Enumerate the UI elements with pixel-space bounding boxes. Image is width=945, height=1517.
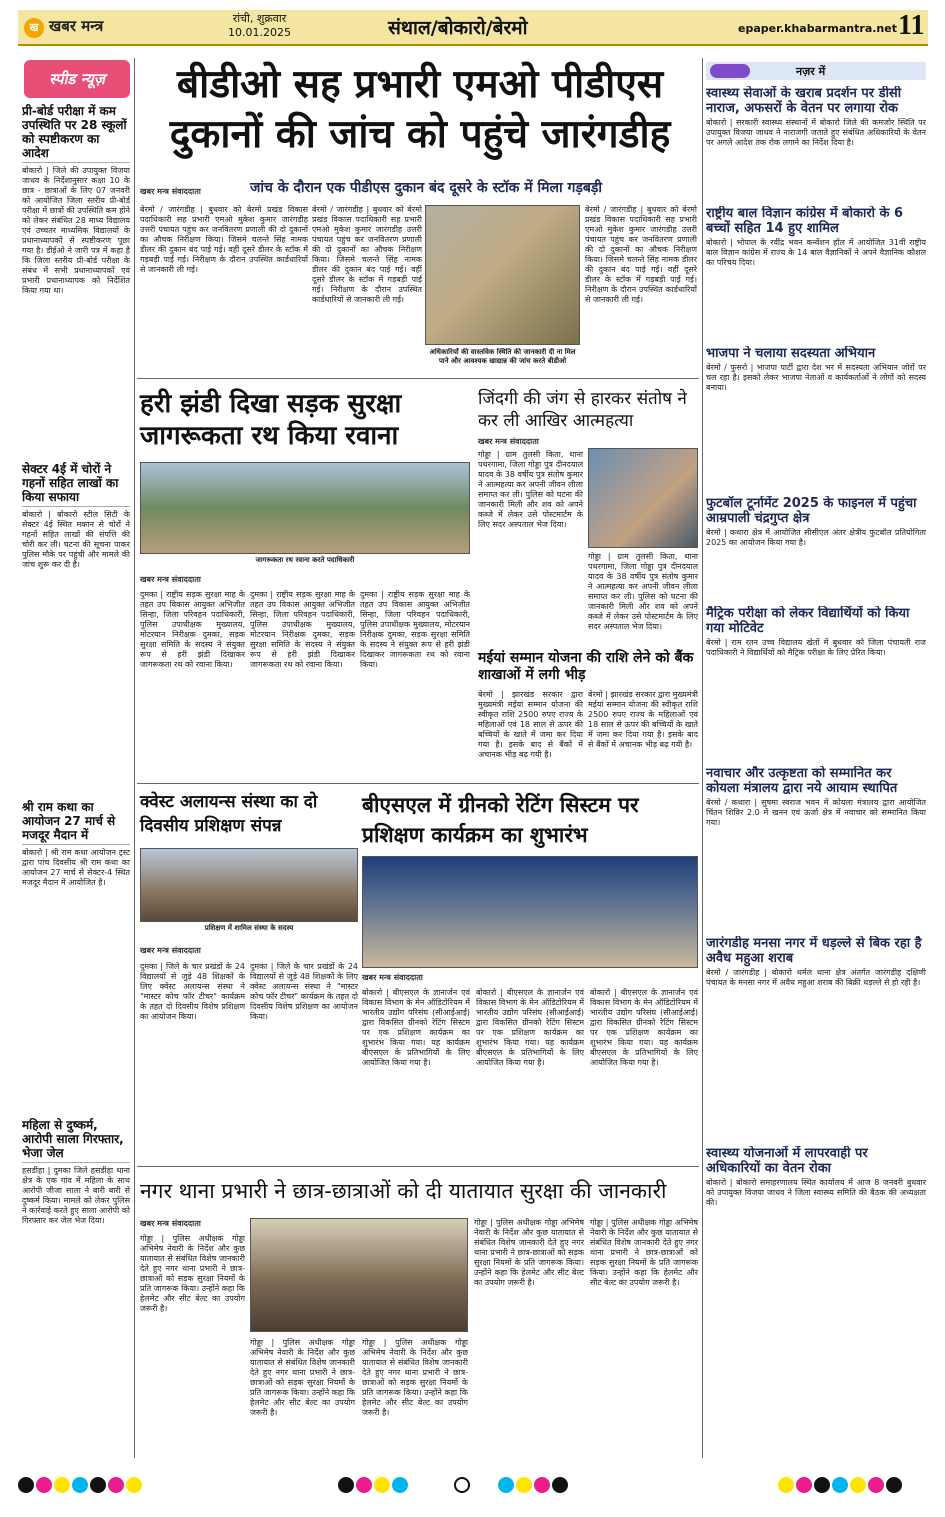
- speed-news-body: बोकारो | श्री राम कथा आयोजन ट्रस्ट द्वारा पांच दिवसीय श्री राम कथा का आयोजन 27 मार्च से सेक्टर-4 स्थित मजदूर मैदान में आयोजित है।: [22, 848, 130, 887]
- speed-news-body: बोकारो | जिले की उपायुक्त विजया जाधव के निर्देशानुसार कक्षा 10 के छात्र - छात्राओं के लिए 07 जनवरी को आयोजित जिला स्तरीय प्री-बोर्ड परीक्षा में छात्रों की उपस्थिति कम होने को लेकर संबंधित 28 माध्य विद्यालय एवं उच्चतर माध्यमिक विद्यालयों के प्रधानाध्यापकों से स्पष्टीकरण पूछा गया है। डीईओ ने जारी पत्र में कहा है कि जिला स्तरीय प्री-बोर्ड परीक्षा के संबंध में सभी प्रधानाध्यापकों एवं प्रभारी प्रधानाध्यापक को निर्देशित किया गया था।: [22, 166, 130, 295]
- lead-body-cont: बेरमो / जारंगडीह | बुधवार को बेरमो प्रखंड विकास पदाधिकारी सह प्रभारी एमओ मुकेश कुमार जारंगडीह उत्तरी पंचायत पहुंच कर जनवितरण प्रणाली की दो दुकानों का औचक निरीक्षण किया। जिसमे चलन्ते सिंह नामक डीलर की दुकान बंद पाई गई। वहीं दूसरे डीलर के स्टॉक में गड़बड़ी पाई गई। निरीक्षण के दौरान उपस्थित कार्डधारियों से जानकारी ली गई।: [312, 205, 422, 304]
- right-news-body: बेरमो | राम रतन उच्च विद्यालय खेतों में बुधवार को जिला पंचायती राज पदाधिकारी ने विद्यार्थियों को मैट्रिक परीक्षा के लिए प्रेरित किया।: [706, 638, 926, 657]
- speed-news-label: स्पीड न्यूज़: [49, 70, 105, 88]
- divider: [137, 1166, 699, 1167]
- nagar-headline: नगर थाना प्रभारी ने छात्र-छात्राओं को दी यातायात सुरक्षा की जानकारी: [140, 1179, 667, 1203]
- right-news-item: [706, 1146, 926, 1346]
- bsl-body-cont: बोकारो | बीएसएल के ज्ञानार्जन एवं विकास विभाग के मेन ऑडिटोरियम में भारतीय उद्योग परिसंघ (सीआईआई) द्वारा विकसित ग्रीनको रेटिंग सिस्टम पर एक प्रशिक्षण कार्यक्रम का शुभारंभ किया गया। यह कार्यक्रम बीएसएल के प्रतिभागियों के लिए आयोजित किया गया है।: [476, 988, 584, 1067]
- quest-byline: खबर मन्त्र संवाददाता: [140, 946, 201, 955]
- dateline: [228, 12, 291, 40]
- quest-photo-caption: प्रशिक्षण में शामिल संस्था के सदस्य: [204, 924, 294, 932]
- speed-news-item: [22, 104, 130, 454]
- road-safety-body: दुमका | राष्ट्रीय सड़क सुरक्षा माह के तहत उप विकास आयुक्त अभिजीत सिन्हा, जिला परिवहन पदाधिकारी, पुलिस उपाधीक्षक मुख्यालय, मोटरयान निरीक्षक दुमका, सड़क सुरक्षा समिति के सदस्य ने संयुक्त रूप से हरी झंडी दिखाकर जागरूकता रथ को रवाना किया।: [140, 590, 245, 669]
- right-news-title: राष्ट्रीय बाल विज्ञान कांग्रेस में बोकारो के 6 बच्चों सहित 14 हुए शामिल: [706, 206, 904, 236]
- lead-photo-caption: अधिकारियों की वास्तविक स्थिति की जानकारी दी ना मिल पाने और आवश्यक खाद्यान्न की जांच करते बीडीओ: [429, 348, 576, 365]
- nagar-byline: खबर मन्त्र संवाददाता: [140, 1219, 201, 1228]
- nagar-body: गोड्डा | पुलिस अधीक्षक गोड्डा अभिमेष नेवारी के निर्देश और कुछ यातायात से संबंधित विशेष जानकारी देते हुए नगर थाना प्रभारी ने छात्र-छात्राओं को सड़क सुरक्षा नियमों के प्रति जागरूक किया। उन्होंने कहा कि हेलमेट और सीट बेल्ट का उपयोग जरूरी है।: [140, 1234, 245, 1313]
- right-news-body: बोकारो | बोकारो समाहरणालय स्थित कार्यालय में आज 8 जनवरी बुधवार को उपायुक्त विजया जाधव ने जिला स्वास्थ्य समिति की बैठक की अध्यक्षता की।: [706, 1178, 926, 1207]
- bsl-headline: बीएसएल में ग्रीनको रेटिंग सिस्टम पर प्रशिक्षण कार्यक्रम का शुभारंभ: [362, 793, 639, 847]
- lead-photo: [425, 205, 580, 345]
- bsl-body-cont2: बोकारो | बीएसएल के ज्ञानार्जन एवं विकास विभाग के मेन ऑडिटोरियम में भारतीय उद्योग परिसंघ (सीआईआई) द्वारा विकसित ग्रीनको रेटिंग सिस्टम पर एक प्रशिक्षण कार्यक्रम का शुभारंभ किया गया। यह कार्यक्रम बीएसएल के प्रतिभागियों के लिए आयोजित किया गया है।: [590, 988, 698, 1067]
- right-news-body: बेरमो / कथारा | सुषमा स्वराज भवन में कोयला मंत्रालय द्वारा आयोजित चिंतन शिविर 2.0 में खनन एवं ऊर्जा क्षेत्र में नवाचार को सम्मानित किया गया।: [706, 798, 926, 827]
- logo-icon: ख: [24, 18, 44, 38]
- quest-body: दुमका | जिले के चार प्रखंडों के 24 विद्यालयों से जुड़े 48 शिक्षकों के लिए क्वेस्ट अलायन्स संस्था ने "मास्टर कोच फॉर टीचर" कार्यक्रम के तहत दो दिवसीय विशेष प्रशिक्षण का आयोजन किया।: [140, 962, 245, 1021]
- column-divider: [134, 58, 135, 1458]
- road-safety-photo: [140, 462, 470, 554]
- lead-subheadline: जांच के दौरान एक पीडीएस दुकान बंद दूसरे के स्टॉक में मिला गड़बड़ी: [250, 180, 602, 196]
- right-news-item: [706, 496, 926, 606]
- nagar-photo: [250, 1218, 468, 1332]
- logo-text: खबर मन्त्र: [49, 17, 104, 35]
- nagar-body-cont2: गोड्डा | पुलिस अधीक्षक गोड्डा अभिमेष नेवारी के निर्देश और कुछ यातायात से संबंधित विशेष जानकारी देते हुए नगर थाना प्रभारी ने छात्र-छात्राओं को सड़क सुरक्षा नियमों के प्रति जागरूक किया। उन्होंने कहा कि हेलमेट और सीट बेल्ट का उपयोग जरूरी है।: [362, 1338, 468, 1417]
- right-news-title: जारंगडीह मनसा नगर में धड़ल्ले से बिक रहा है अवैध महुआ शराब: [706, 936, 922, 966]
- road-safety-photo-caption: जागरूकता रथ रवाना करते पदाधिकारी: [255, 556, 355, 564]
- right-news-item: [706, 766, 926, 936]
- speed-news-title: सेक्टर 4ई में चोरों ने गहनों सहित लाखों का किया सफाया: [22, 462, 130, 507]
- page-number: 11: [898, 10, 925, 41]
- lead-body-cont2: बेरमो / जारंगडीह | बुधवार को बेरमो प्रखंड विकास पदाधिकारी सह प्रभारी एमओ मुकेश कुमार जारंगडीह उत्तरी पंचायत पहुंच कर जनवितरण प्रणाली की दो दुकानों का औचक निरीक्षण किया। जिसमे चलन्ते सिंह नामक डीलर की दुकान बंद पाई गई। वहीं दूसरे डीलर के स्टॉक में गड़बड़ी पाई गई। निरीक्षण के दौरान उपस्थित कार्डधारियों से जानकारी ली गई।: [585, 205, 697, 304]
- right-news-body: बोकारो | सरकारी स्वास्थ्य संस्थानों में बोकारो जिले की कमजोर स्थिति पर उपायुक्त विजया जाधव ने नाराजगी जताते हुए संबंधित अधिकारियों के वेतन पर अगले आदेश तक रोक लगाने का निर्देश दिया है।: [706, 118, 926, 147]
- road-safety-body-cont2: दुमका | राष्ट्रीय सड़क सुरक्षा माह के तहत उप विकास आयुक्त अभिजीत सिन्हा, जिला परिवहन पदाधिकारी, पुलिस उपाधीक्षक मुख्यालय, मोटरयान निरीक्षक दुमका, सड़क सुरक्षा समिति के सदस्य ने संयुक्त रूप से हरी झंडी दिखाकर जागरूकता रथ को रवाना किया।: [360, 590, 470, 669]
- right-news-title: स्वास्थ्य सेवाओं के खराब प्रदर्शन पर डीसी नाराज, अफसरों के वेतन पर लगाया रोक: [706, 86, 902, 116]
- suicide-headline: जिंदगी की जंग से हारकर संतोष ने कर ली आखिर आत्महत्या: [478, 389, 687, 431]
- speed-news-title: प्री-बोर्ड परीक्षा में कम उपस्थिति पर 28 स्कूलों को स्पष्टीकरण का आदेश: [22, 104, 130, 163]
- maiyan-body: बेरमो | झारखंड सरकार द्वारा मुख्यमंत्री मईयां सम्मान योजना की स्वीकृत राशि 2500 रुपए राज्य के महिलाओं एवं 18 साल से ऊपर की बच्चियों के खाते में जमा कर दिया गया है। इसके बाद से बैंकों में अचानक भीड़ बढ़ गयी है।: [478, 690, 583, 759]
- nagar-body-cont4: गोड्डा | पुलिस अधीक्षक गोड्डा अभिमेष नेवारी के निर्देश और कुछ यातायात से संबंधित विशेष जानकारी देते हुए नगर थाना प्रभारी ने छात्र-छात्राओं को सड़क सुरक्षा नियमों के प्रति जागरूक किया। उन्होंने कहा कि हेलमेट और सीट बेल्ट का उपयोग जरूरी है।: [590, 1218, 698, 1287]
- right-news-title: भाजपा ने चलाया सदस्यता अभियान: [706, 346, 876, 361]
- divider: [137, 378, 699, 379]
- road-safety-byline: खबर मन्त्र संवाददाता: [140, 575, 201, 584]
- right-news-title: नवाचार और उत्कृष्टता को सम्मानित कर कोयला मंत्रालय द्वारा नये आयाम स्थापित: [706, 766, 898, 796]
- divider: [137, 783, 699, 784]
- lead-headline: बीडीओ सह प्रभारी एमओ पीडीएस दुकानों की जांच को पहुंचे जारंगडीह: [169, 62, 671, 157]
- nagar-body-cont3: गोड्डा | पुलिस अधीक्षक गोड्डा अभिमेष नेवारी के निर्देश और कुछ यातायात से संबंधित विशेष जानकारी देते हुए नगर थाना प्रभारी ने छात्र-छात्राओं को सड़क सुरक्षा नियमों के प्रति जागरूक किया। उन्होंने कहा कि हेलमेट और सीट बेल्ट का उपयोग जरूरी है।: [474, 1218, 584, 1287]
- suicide-photo: [588, 448, 698, 548]
- maiyan-headline: मईयां सम्मान योजना की राशि लेने को बैंक शाखाओं में लगी भीड़: [478, 650, 694, 683]
- bsl-byline: खबर मन्त्र संवाददाता: [362, 973, 423, 982]
- bsl-body: बोकारो | बीएसएल के ज्ञानार्जन एवं विकास विभाग के मेन ऑडिटोरियम में भारतीय उद्योग परिसंघ (सीआईआई) द्वारा विकसित ग्रीनको रेटिंग सिस्टम पर एक प्रशिक्षण कार्यक्रम का शुभारंभ किया गया। यह कार्यक्रम बीएसएल के प्रतिभागियों के लिए आयोजित किया गया है।: [362, 988, 470, 1067]
- suicide-byline: खबर मन्त्र संवाददाता: [478, 437, 539, 446]
- suicide-body-cont: गोड्डा | ग्राम तुलसी किता, थाना पथरगामा, जिला गोड्डा पुत्र दीनदयाल यादव के 38 वर्षीय पुत्र संतोष कुमार ने आत्महत्या कर अपनी जीवन लीला समाप्त कर ली। पुलिस को घटना की जानकारी मिली और शव को अपने कब्जे में लेकर उसे पोस्टमार्टम के लिए सदर अस्पताल भेज दिया।: [588, 552, 698, 631]
- section-title: संथाल/बोकारो/बेरमो: [388, 17, 528, 39]
- right-news-title: स्वास्थ्य योजनाओं में लापरवाही पर अधिकारियों का वेतन रोका: [706, 1146, 868, 1176]
- right-news-item: [706, 206, 926, 346]
- masthead-bar: [18, 10, 928, 46]
- right-news-body: बेरमो | कथारा क्षेत्र में आयोजित सीसीएल अंतर क्षेत्रीय फुटबॉल प्रतियोगिता 2025 का आयोजन किया गया है।: [706, 528, 926, 547]
- speed-news-body: बोकारो | बोकारो स्टील सिटी के सेक्टर 4ई स्थित मकान से चोरों ने गहनों सहित लाखों की संपत्ति की चोरी कर ली। घटना की सूचना पाकर पुलिस मौके पर पहुंची और मामले की जांच शुरू कर दी है।: [22, 510, 130, 569]
- color-dots-mid2: [498, 1477, 570, 1497]
- column-divider: [702, 58, 703, 1458]
- speed-news-item: [22, 800, 130, 1110]
- right-news-body: बेरमो / फुसरो | भाजपा पार्टी द्वारा देश भर में सदस्यता अभियान जोरों पर चल रहा है। इसको लेकर भाजपा नेताओं व कार्यकर्ताओं ने लोगों को सदस्य बनाया।: [706, 363, 926, 392]
- right-news-list: [706, 86, 926, 1346]
- speed-news-title: महिला से दुष्कर्म, आरोपी साला गिरफ्तार, भेजा जेल: [22, 1118, 130, 1163]
- quest-headline: क्वेस्ट अलायन्स संस्था का दो दिवसीय प्रशिक्षण संपन्न: [140, 792, 318, 836]
- speed-news-item: [22, 462, 130, 792]
- maiyan-body-cont: बेरमो | झारखंड सरकार द्वारा मुख्यमंत्री मईयां सम्मान योजना की स्वीकृत राशि 2500 रुपए राज्य के महिलाओं एवं 18 साल से ऊपर की बच्चियों के खाते में जमा कर दिया गया है। इसके बाद से बैंकों में अचानक भीड़ बढ़ गयी है।: [588, 690, 698, 749]
- lead-body: बेरमो / जारंगडीह | बुधवार को बेरमो प्रखंड विकास पदाधिकारी सह प्रभारी एमओ मुकेश कुमार जारंगडीह उत्तरी पंचायत पहुंच कर जनवितरण प्रणाली की दो दुकानों का औचक निरीक्षण किया। जिसमे चलन्ते सिंह नामक डीलर की दुकान बंद पाई गई। वहीं दूसरे डीलर के स्टॉक में गड़बड़ी पाई गई। निरीक्षण के दौरान उपस्थित कार्डधारियों से जानकारी ली गई।: [140, 205, 308, 274]
- date: 10.01.2025: [228, 26, 291, 39]
- city-day: रांची, शुक्रवार: [232, 12, 287, 25]
- right-news-title: मैट्रिक परीक्षा को लेकर विद्यार्थियों को किया गया मोटिवेट: [706, 606, 910, 636]
- suicide-body: गोड्डा | ग्राम तुलसी किता, थाना पथरगामा, जिला गोड्डा पुत्र दीनदयाल यादव के 38 वर्षीय पुत्र संतोष कुमार ने आत्महत्या कर अपनी जीवन लीला समाप्त कर ली। पुलिस को घटना की जानकारी मिली और शव को अपने कब्जे में लेकर उसे पोस्टमार्टम के लिए सदर अस्पताल भेज दिया।: [478, 450, 583, 529]
- site-url[interactable]: epaper.khabarmantra.net: [738, 22, 897, 35]
- right-news-item: [706, 86, 926, 206]
- newspaper-logo: [24, 16, 103, 38]
- print-registration-marks: [18, 1475, 928, 1497]
- road-safety-headline: हरी झंडी दिखा सड़क सुरक्षा जागरूकता रथ किया रवाना: [140, 389, 402, 451]
- road-safety-body-cont: दुमका | राष्ट्रीय सड़क सुरक्षा माह के तहत उप विकास आयुक्त अभिजीत सिन्हा, जिला परिवहन पदाधिकारी, पुलिस उपाधीक्षक मुख्यालय, मोटरयान निरीक्षक दुमका, सड़क सुरक्षा समिति के सदस्य ने संयुक्त रूप से हरी झंडी दिखाकर जागरूकता रथ को रवाना किया।: [250, 590, 355, 669]
- right-news-item: [706, 606, 926, 766]
- lead-byline: खबर मन्त्र संवाददाता: [140, 187, 201, 196]
- right-news-item: [706, 346, 926, 496]
- speed-news-body: हसडीहा | दुमका जिले हसडीहा थाना क्षेत्र के एक गांव में महिला के साथ आरोपी जीजा साला ने बारी बारी से दुष्कर्म किया। मामले को लेकर पुलिस ने कार्रवाई करते हुए साला आरोपी को गिरफ्तार कर जेल भेज दिया।: [22, 1166, 130, 1225]
- quest-body-cont: दुमका | जिले के चार प्रखंडों के 24 विद्यालयों से जुड़े 48 शिक्षकों के लिए क्वेस्ट अलायन्स संस्था ने "मास्टर कोच फॉर टीचर" कार्यक्रम के तहत दो दिवसीय विशेष प्रशिक्षण का आयोजन किया।: [250, 962, 358, 1021]
- right-tag-bar: [706, 62, 926, 80]
- speed-news-badge: [24, 60, 130, 98]
- speed-news-list: [22, 104, 130, 1448]
- color-dots-mid: [338, 1477, 410, 1497]
- nagar-body-cont: गोड्डा | पुलिस अधीक्षक गोड्डा अभिमेष नेवारी के निर्देश और कुछ यातायात से संबंधित विशेष जानकारी देते हुए नगर थाना प्रभारी ने छात्र-छात्राओं को सड़क सुरक्षा नियमों के प्रति जागरूक किया। उन्होंने कहा कि हेलमेट और सीट बेल्ट का उपयोग जरूरी है।: [250, 1338, 355, 1417]
- right-news-body: बोकारो | भोपाल के रवींद्र भवन कन्वेंशन हॉल में आयोजित 31वीं राष्ट्रीय बाल विज्ञान कांग्रेस में राज्य के 14 बाल वैज्ञानिकों ने अपने वैज्ञानिक कौशल का परिचय दिया।: [706, 238, 926, 267]
- right-news-body: बेरमो / जारंगडीह | बोकारो थर्मल थाना क्षेत्र अंतर्गत जारंगडीह दक्षिणी पंचायत के मनसा नगर में अवैध महुआ शराब की बिक्री धड़ल्ले से हो रही है।: [706, 968, 926, 987]
- right-news-item: [706, 936, 926, 1146]
- speed-news-item: [22, 1118, 130, 1448]
- quest-photo: [140, 848, 358, 922]
- bsl-photo: [362, 856, 698, 968]
- right-news-title: फुटबॉल टूर्नामेंट 2025 के फाइनल में पहुंचा आम्रपाली चंद्रगुप्त क्षेत्र: [706, 496, 917, 526]
- right-tag-label: नज़र में: [796, 65, 826, 78]
- registration-target-icon: [454, 1477, 470, 1493]
- eye-icon: [710, 64, 750, 78]
- speed-news-title: श्री राम कथा का आयोजन 27 मार्च से मजदूर मैदान में: [22, 800, 130, 845]
- color-dots-left: [18, 1477, 144, 1497]
- color-dots-right: [778, 1477, 904, 1497]
